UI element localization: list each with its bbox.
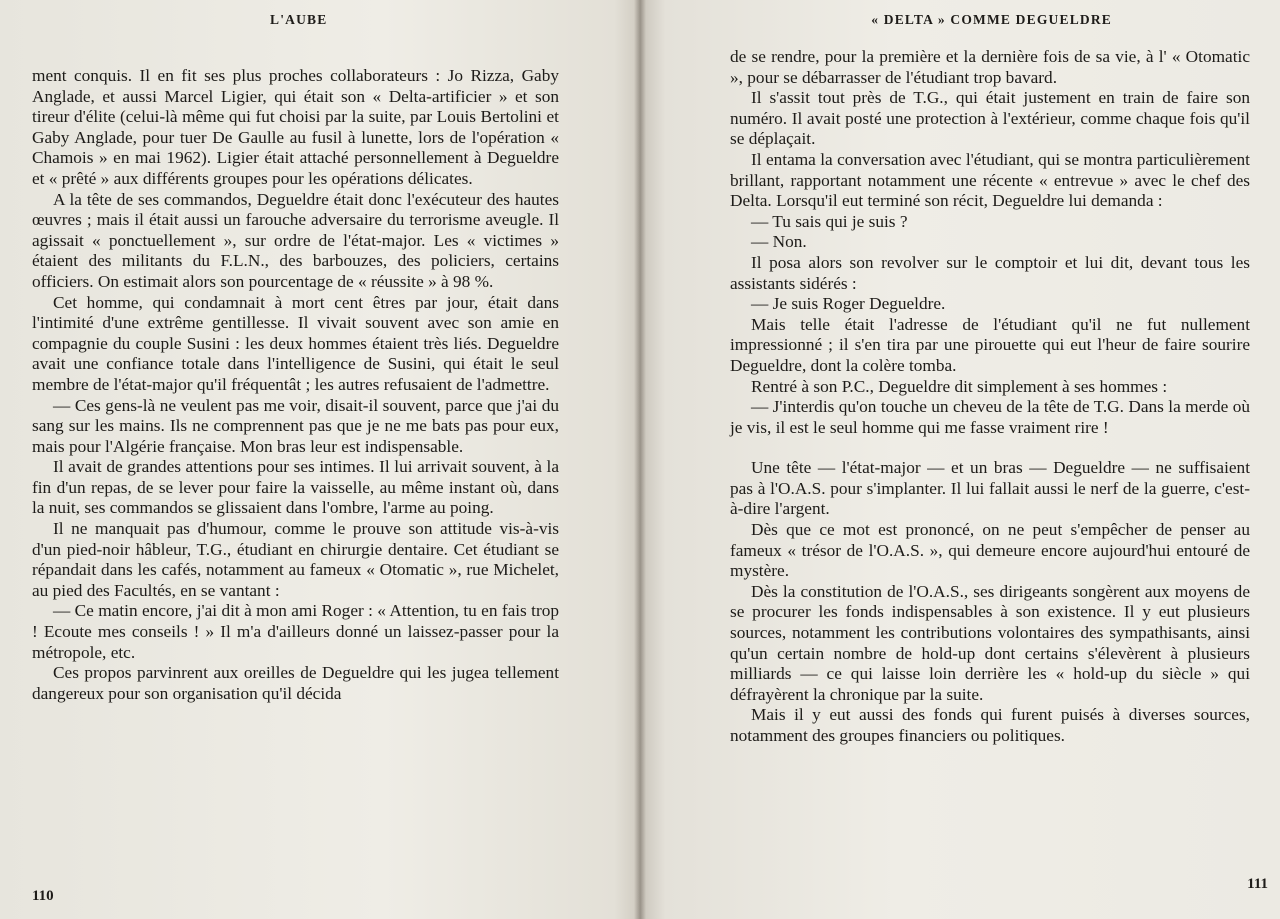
- paragraph: — Je suis Roger Degueldre.: [751, 294, 946, 314]
- paragraph: Une tête — l'état-major — et un bras — Degueldre — ne suffisaient pas à l'O.A.S. pour s'implanter. Il lui fallait aussi le nerf de la guerre, c'est-à-dire l'argent.: [730, 458, 1250, 519]
- paragraph: de se rendre, pour la première et la dernière fois de sa vie, à l' « Otomatic », pour se débarrasser de l'étudiant trop bavard.: [730, 47, 1250, 87]
- book-gutter: [634, 0, 646, 919]
- right-page-body: [730, 47, 1250, 747]
- paragraph: Dès la constitution de l'O.A.S., ses dirigeants songèrent aux moyens de se procurer les fonds indispensables à son existence. Il y eut plusieurs sources, notamment les contributions volontaires des sympathisants, ainsi qu'un certain nombre de hold-up dont certains s'élevèrent à plusieurs milliards — ce qui laisse loin derrière les « hold-up du siècle » qui défrayèrent la chronique par la suite.: [730, 581, 1250, 704]
- left-page-number: 110: [32, 888, 54, 904]
- paragraph: Il avait de grandes attentions pour ses intimes. Il lui arrivait souvent, à la fin d'un repas, de se lever pour faire la vaisselle, au même instant où, dans la nuit, ses commandos se glissaient dans l'ombre, l'arme au poing.: [32, 457, 559, 518]
- paragraph: A la tête de ses commandos, Degueldre était donc l'exécuteur des hautes œuvres ; mais il était aussi un farouche adversaire du terrorisme aveugle. Il agissait « ponctuellement », sur ordre de l'état-major. Les « victimes » étaient des militants du F.L.N., des barbouzes, des policiers, certains officiers. On estimait alors son pourcentage de « réussite » à 98 %.: [32, 189, 559, 291]
- paragraph: — Ces gens-là ne veulent pas me voir, disait-il souvent, parce que j'ai du sang sur les mains. Ils ne comprennent pas que je ne me bats pas pour eux, mais pour l'Algérie française. Mon bras leur est indispensable.: [32, 395, 559, 456]
- paragraph: Il posa alors son revolver sur le comptoir et lui dit, devant tous les assistants sidérés :: [730, 252, 1250, 293]
- paragraph: Rentré à son P.C., Degueldre dit simplement à ses hommes :: [751, 376, 1168, 396]
- paragraph: — Non.: [751, 232, 807, 252]
- paragraph: ment conquis. Il en fit ses plus proches collaborateurs : Jo Rizza, Gaby Anglade, et aussi Marcel Ligier, qui était son « Delta-artificier » et son tireur d'élite (celui-là même qui fut choisi par la suite, par Louis Bertolini et Gaby Anglade, pour tuer De Gaulle au fusil à lunette, lors de l'opération « Chamois » en mai 1962). Ligier était attaché personnellement à Degueldre et « prêté » aux différents groupes pour les opérations délicates.: [32, 66, 559, 188]
- right-page: [640, 0, 1280, 919]
- paragraph: Il ne manquait pas d'humour, comme le prouve son attitude vis-à-vis d'un pied-noir hâbleur, T.G., étudiant en chirurgie dentaire. Cet étudiant se répandait dans les cafés, notamment au fameux « Otomatic », rue Michelet, au pied des Facultés, en se vantant :: [32, 519, 559, 600]
- paragraph: — J'interdis qu'on touche un cheveu de la tête de T.G. Dans la merde où je vis, il est le seul homme qui me fasse vraiment rire !: [730, 397, 1250, 437]
- right-running-head: « DELTA » COMME DEGUELDRE: [871, 12, 1112, 27]
- right-page-number: 111: [1247, 876, 1268, 892]
- paragraph: Il entama la conversation avec l'étudiant, qui se montra particulièrement brillant, rapportant notamment une récente « entrevue » avec le chef des Delta. Lorsqu'il eut terminé son récit, Degueldre lui demanda :: [730, 149, 1250, 211]
- left-page-body: [32, 66, 559, 704]
- paragraph: Cet homme, qui condamnait à mort cent êtres par jour, était dans l'intimité d'une extrême gentillesse. Il vivait souvent avec son amie en compagnie du couple Susini : les deux hommes étaient très liés. Degueldre avait une confiance totale dans l'intelligence de Susini, qui était le seul membre de l'état-major qu'il fréquentât ; les autres refusaient de l'admettre.: [32, 292, 559, 394]
- paragraph: Mais il y eut aussi des fonds qui furent puisés à diverses sources, notamment des groupes financiers ou politiques.: [730, 705, 1250, 745]
- paragraph: — Tu sais qui je suis ?: [751, 211, 908, 231]
- paragraph: Dès que ce mot est prononcé, on ne peut s'empêcher de penser au fameux « trésor de l'O.A.S. », qui demeure encore aujourd'hui entouré de mystère.: [730, 520, 1250, 581]
- paragraph: Ces propos parvinrent aux oreilles de Degueldre qui les jugea tellement dangereux pour son organisation qu'il décida: [32, 663, 559, 703]
- paragraph: — Ce matin encore, j'ai dit à mon ami Roger : « Attention, tu en fais trop ! Ecoute mes conseils ! » Il m'a d'ailleurs donné un laissez-passer pour la métropole, etc.: [32, 601, 559, 662]
- paragraph: Mais telle était l'adresse de l'étudiant qu'il ne fut nullement impressionné ; il s'en tira par une pirouette qui eut l'heur de faire sourire Degueldre, dont la colère tomba.: [730, 314, 1250, 375]
- paragraph: Il s'assit tout près de T.G., qui était justement en train de faire son numéro. Il avait posté une protection à l'extérieur, comme chaque fois qu'il se déplaçait.: [730, 88, 1250, 149]
- left-running-head: L'AUBE: [270, 12, 328, 27]
